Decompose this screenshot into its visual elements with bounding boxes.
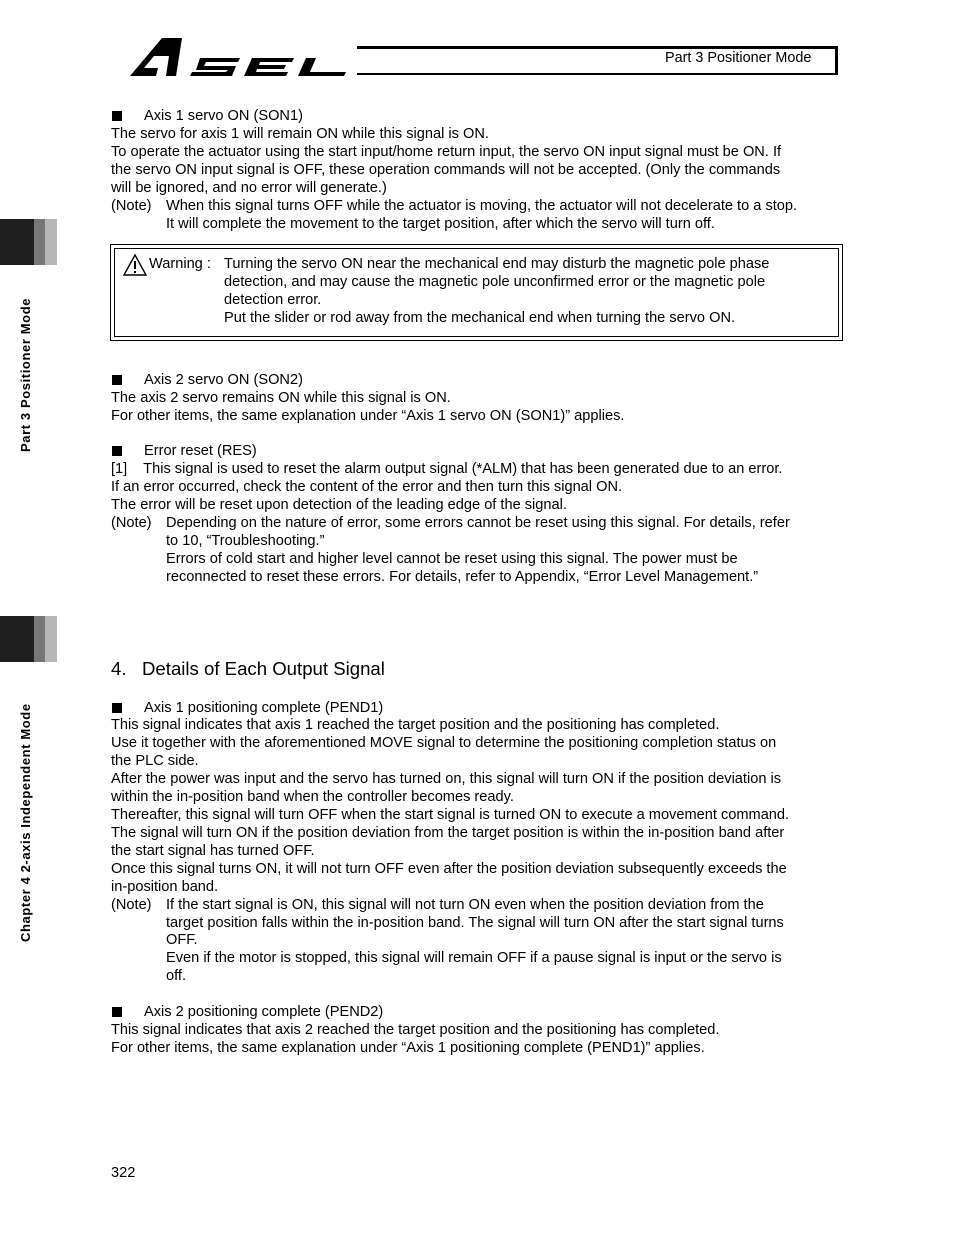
note-line: Depending on the nature of error, some errors cannot be reset using this signal. For details, refer: [166, 515, 790, 531]
text-line: The axis 2 servo remains ON while this signal is ON.: [111, 390, 451, 406]
text-line: the PLC side.: [111, 753, 199, 769]
note-line: Errors of cold start and higher level cannot be reset using this signal. The power must be: [166, 551, 738, 567]
note-label: (Note): [111, 897, 152, 913]
section-title: 4. Details of Each Output Signal: [111, 658, 385, 679]
text-line: This signal indicates that axis 1 reached the target position and the positioning has completed.: [111, 717, 720, 733]
text-line: within the in-position band when the controller becomes ready.: [111, 789, 514, 805]
header-rule-top: [357, 46, 838, 49]
text-line: Thereafter, this signal will turn OFF when the start signal is turned ON to execute a movement command.: [111, 807, 790, 823]
side-tab-chapter-light: [45, 616, 57, 662]
text-line: The error will be reset upon detection of the leading edge of the signal.: [111, 497, 567, 513]
header-rule-end: [835, 46, 838, 75]
bullet-square: [112, 111, 122, 121]
note-line: Even if the motor is stopped, this signal will remain OFF if a pause signal is input or the servo is: [166, 950, 782, 966]
text-line: the start signal has turned OFF.: [111, 843, 315, 859]
note-line: to 10, “Troubleshooting.”: [166, 533, 325, 549]
side-tab-part-dark: [0, 219, 34, 265]
heading-son1: Axis 1 servo ON (SON1): [144, 108, 303, 124]
text-line: The servo for axis 1 will remain ON while this signal is ON.: [111, 126, 489, 142]
heading-son2: Axis 2 servo ON (SON2): [144, 372, 303, 388]
warning-line: detection, and may cause the magnetic pole unconfirmed error or the magnetic pole: [224, 274, 766, 290]
text-line: [1] This signal is used to reset the alarm output signal (*ALM) that has been generated due to an error.: [111, 461, 783, 477]
header-rule-bottom: [357, 73, 838, 75]
side-label-chapter: Chapter 4 2-axis Independent Mode: [18, 703, 33, 942]
side-label-part: Part 3 Positioner Mode: [18, 297, 33, 452]
note-label: (Note): [111, 198, 152, 214]
heading-pend1: Axis 1 positioning complete (PEND1): [144, 700, 384, 716]
text-line: the servo ON input signal is OFF, these operation commands will not be accepted. (Only the commands: [111, 162, 781, 178]
text-line: For other items, the same explanation under “Axis 1 positioning complete (PEND1)” applies.: [111, 1040, 705, 1056]
note-line: When this signal turns OFF while the actuator is moving, the actuator will not decelerate to a stop.: [166, 198, 798, 214]
note-line: reconnected to reset these errors. For details, refer to Appendix, “Error Level Management.”: [166, 569, 759, 585]
note-line: target position falls within the in-position band. The signal will turn ON after the start signal turns: [166, 915, 784, 931]
text-line: To operate the actuator using the start input/home return input, the servo ON input signal must be ON. If: [111, 144, 782, 160]
bullet-square: [112, 703, 122, 713]
asel-logo: [128, 32, 350, 80]
side-tab-part-light: [45, 219, 57, 265]
text-line: Once this signal turns ON, it will not turn OFF even after the position deviation subsequently exceeds the: [111, 861, 787, 877]
text-line: After the power was input and the servo has turned on, this signal will turn ON if the position deviation is: [111, 771, 782, 787]
warning-line: Turning the servo ON near the mechanical end may disturb the magnetic pole phase: [224, 256, 770, 272]
text-line: The signal will turn ON if the position deviation from the target position is within the in-position band after: [111, 825, 785, 841]
page-number: 322: [111, 1165, 136, 1181]
side-tab-chapter-dark: [0, 616, 34, 662]
header-part-label: Part 3 Positioner Mode: [665, 50, 812, 66]
heading-res: Error reset (RES): [144, 443, 257, 459]
bullet-square: [112, 375, 122, 385]
warning-line: detection error.: [224, 292, 322, 308]
note-line: If the start signal is ON, this signal will not turn ON even when the position deviation from the: [166, 897, 764, 913]
heading-pend2: Axis 2 positioning complete (PEND2): [144, 1004, 384, 1020]
warning-triangle-icon: [122, 253, 148, 277]
side-tab-part-mid: [34, 219, 45, 265]
warning-label: Warning :: [149, 256, 211, 272]
text-line: in-position band.: [111, 879, 219, 895]
note-line: OFF.: [166, 932, 198, 948]
text-line: will be ignored, and no error will generate.): [111, 180, 387, 196]
warning-line: Put the slider or rod away from the mechanical end when turning the servo ON.: [224, 310, 736, 326]
note-line: It will complete the movement to the target position, after which the servo will turn off.: [166, 216, 715, 232]
note-line: off.: [166, 968, 187, 984]
bullet-square: [112, 1007, 122, 1017]
text-line: Use it together with the aforementioned MOVE signal to determine the positioning completion status on: [111, 735, 777, 751]
side-tab-chapter-mid: [34, 616, 45, 662]
text-line: For other items, the same explanation under “Axis 1 servo ON (SON1)” applies.: [111, 408, 625, 424]
bullet-square: [112, 446, 122, 456]
text-line: If an error occurred, check the content of the error and then turn this signal ON.: [111, 479, 623, 495]
note-label: (Note): [111, 515, 152, 531]
text-line: This signal indicates that axis 2 reached the target position and the positioning has completed.: [111, 1022, 720, 1038]
